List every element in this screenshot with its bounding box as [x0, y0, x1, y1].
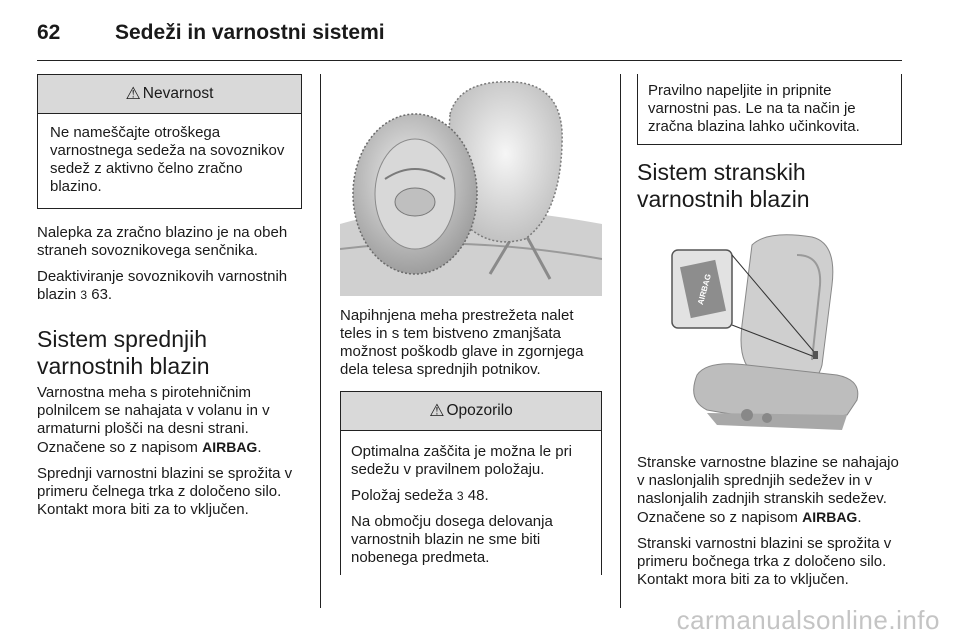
sentence-end: . [857, 509, 862, 526]
deactivation-paragraph [37, 268, 302, 304]
page-ref-link[interactable]: 48. [467, 487, 489, 504]
sentence-end: . [257, 439, 262, 456]
front-airbag-trigger-paragraph: Sprednji varnostni blazini se sprožita v primeru čelnega trka z določeno silo. Kontakt mora biti za to vključen. [37, 465, 293, 518]
danger-box-text: Ne nameščajte otroškega varnostnega sedeža na sovoznikov sedež z aktivno čelno zračno blazino. [50, 124, 285, 195]
page-ref-icon: 3 [456, 489, 464, 503]
column-right [637, 74, 902, 589]
danger-box-title: Nevarnost [142, 85, 214, 102]
side-airbag-text: Stranske varnostne blazine se nahajajo v naslonjalih sprednjih sedežev in v naslonjalih zadnjih stranskih sedežev. Označene so z napisom [637, 454, 899, 526]
watermark: carmanualsonline.info [676, 605, 940, 635]
side-airbag-heading: Sistem stranskih varnostnih blazin [637, 159, 810, 212]
warning-box [340, 391, 602, 575]
danger-box [37, 74, 302, 209]
seat-position-text: Položaj sedeža [351, 487, 453, 504]
front-airbag-heading: Sistem sprednjih varnostnih blazin [37, 326, 210, 379]
page-ref-icon: 3 [80, 288, 88, 302]
sunvisor-label-paragraph: Nalepka za zračno blazino je na obeh straneh sovoznikovega senčnika. [37, 224, 288, 259]
column-divider [320, 74, 321, 608]
page-ref-link[interactable]: 63. [91, 286, 113, 303]
warning-box-text-2 [351, 487, 591, 505]
side-airbag-paragraph [637, 454, 902, 527]
side-airbag-trigger-paragraph: Stranski varnostni blazini se sprožita v primeru bočnega trka z določeno silo. Kontakt mora biti za to vključen. [637, 535, 892, 588]
warning-box-title: Opozorilo [446, 402, 513, 419]
column-middle [340, 74, 602, 575]
danger-box-header [38, 75, 301, 114]
illustration-caption: Napihnjena meha prestrežeta nalet teles in s tem bistveno zmanjšata možnost poškodb glave in zgornjega dela telesa sprednjih potnikov. [340, 307, 584, 378]
column-left [37, 74, 302, 519]
airbag-label: AIRBAG [202, 439, 258, 455]
warning-box-text-1: Optimalna zaščita je možna le pri sedežu v pravilnem položaju. [351, 443, 572, 478]
warning-box-continued [637, 74, 902, 145]
page-title: Sedeži in varnostni sistemi [115, 21, 385, 44]
deactivation-text: Deaktiviranje sovoznikovih varnostnih blazin [37, 268, 288, 303]
warning-box-text-3: Na območju dosega delovanja varnostnih blazin ne sme biti nobenega predmeta. [351, 513, 553, 566]
front-airbag-text: Varnostna meha s pirotehničnim polnilcem se nahajata v volanu in v armaturni plošči na desni strani. Označene so z napisom [37, 384, 270, 456]
seatbelt-paragraph: Pravilno napeljite in pripnite varnostni pas. Le na ta način je zračna blazina lahko učinkovita. [648, 82, 860, 135]
page-number: 62 [37, 21, 61, 44]
airbag-label: AIRBAG [802, 509, 858, 525]
side-airbag-illustration [637, 225, 902, 435]
column-divider [620, 74, 621, 608]
warning-box-header [341, 392, 601, 431]
warning-triangle-icon: ⚠ [125, 84, 141, 103]
warning-triangle-icon: ⚠ [429, 401, 445, 420]
airbag-tag-label: AIRBAG [696, 272, 713, 306]
front-airbag-illustration [340, 74, 602, 296]
page-header [37, 14, 902, 61]
front-airbag-paragraph [37, 384, 302, 457]
